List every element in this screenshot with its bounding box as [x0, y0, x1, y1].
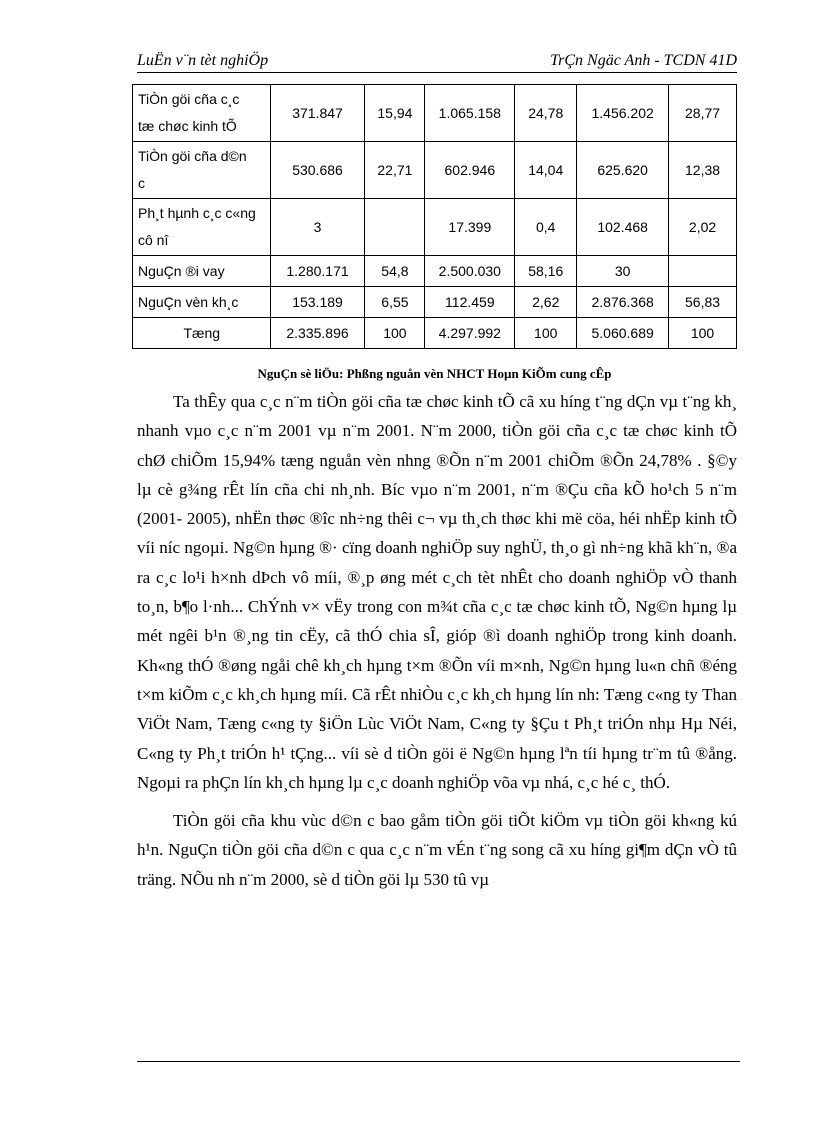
row-label — [133, 287, 271, 318]
header-author: TrÇn Ngäc Anh - TCDN 41D — [550, 52, 737, 69]
table-cell: 56,83 — [669, 287, 737, 318]
row-label — [133, 199, 271, 256]
table-cell: 5.060.689 — [577, 318, 669, 349]
paragraph: TiÒn göi cña khu vùc d©n c bao gåm tiÒn göi tiÕt kiÖm vµ tiÒn göi kh«ng kú h¹n. NguÇn tiÒn göi cña d©n c qua c¸c n¨m vÉn t¨ng song cã xu híng gi¶m dÇn vÒ tû träng. NÕu nh n¨m 2000, sè d tiÒn göi lµ 530 tû vµ — [137, 811, 737, 889]
table-cell: 14,04 — [515, 142, 577, 199]
body-text — [137, 387, 737, 903]
row-label — [133, 256, 271, 287]
row-label-line: c — [138, 175, 145, 191]
table-cell: 1.065.158 — [425, 85, 515, 142]
table-row — [133, 318, 737, 349]
table-row — [133, 287, 737, 318]
table-cell: 530.686 — [270, 142, 365, 199]
row-label — [133, 142, 271, 199]
table-cell: 22,71 — [365, 142, 425, 199]
table-cell: 30 — [577, 256, 669, 287]
row-label — [133, 85, 271, 142]
table-cell: 371.847 — [270, 85, 365, 142]
table-cell: 1.280.171 — [270, 256, 365, 287]
table-cell: 54,8 — [365, 256, 425, 287]
table-cell: 625.620 — [577, 142, 669, 199]
table-cell: 2.876.368 — [577, 287, 669, 318]
table-body — [133, 85, 737, 349]
row-label-line: NguÇn ®i vay — [138, 262, 225, 279]
table-row — [133, 256, 737, 287]
table-cell: 2,62 — [515, 287, 577, 318]
row-label-line: Tæng — [183, 324, 221, 341]
table-cell: 2,02 — [669, 199, 737, 256]
table-cell: 100 — [365, 318, 425, 349]
row-label-line: TiÒn göi cña c¸c — [138, 91, 240, 107]
table-cell: 58,16 — [515, 256, 577, 287]
table-cell: 602.946 — [425, 142, 515, 199]
table-cell — [669, 256, 737, 287]
page-header — [137, 50, 737, 73]
table-cell: 3 — [270, 199, 365, 256]
row-label-line: tæ chøc kinh tÕ — [138, 118, 237, 134]
row-label-line: TiÒn göi cña d©n — [138, 148, 247, 164]
row-label-line: cô nî — [138, 232, 169, 248]
row-label-line: NguÇn vèn kh¸c — [138, 293, 239, 310]
table-cell: 112.459 — [425, 287, 515, 318]
table-row — [133, 142, 737, 199]
table-cell: 12,38 — [669, 142, 737, 199]
table-source-caption: NguÇn sè liÖu: Phßng nguån vèn NHCT Hoµn KiÕm cung cÊp — [257, 366, 612, 381]
table-cell: 100 — [515, 318, 577, 349]
table-cell: 4.297.992 — [425, 318, 515, 349]
table-cell: 100 — [669, 318, 737, 349]
table-cell: 2.500.030 — [425, 256, 515, 287]
table-cell: 24,78 — [515, 85, 577, 142]
table-cell: 1.456.202 — [577, 85, 669, 142]
row-label — [133, 318, 271, 349]
row-label-line: Ph¸t hµnh c¸c c«ng — [138, 205, 256, 221]
table-row — [133, 199, 737, 256]
funding-source-table — [132, 84, 737, 349]
table-cell: 153.189 — [270, 287, 365, 318]
table-cell: 28,77 — [669, 85, 737, 142]
paragraph: Ta thÊy qua c¸c n¨m tiÒn göi cña tæ chøc kinh tÕ cã xu híng t¨ng dÇn vµ t¨ng kh¸ nhanh vµo c¸c n¨m 2001 vµ n¨m 2001. N¨m 2000, tiÒn göi cña c¸c tæ chøc kinh tÕ chØ chiÕm 15,94% tæng nguån vèn nhng ®Õn n¨m 2001 chiÕm ®Õn 24,78% . §©y lµ cè g¾ng rÊt lín cña chi nh¸nh. Bíc vµo n¨m 2001, n¨m ®Çu cña kÕ ho¹ch 5 n¨m (2001- 2005), nhËn thøc ®îc nh÷ng thêi c¬ vµ th¸ch thøc khi më cöa, héi nhËp kinh tÕ víi níc ngoµi. Ng©n hµng ®· cïng doanh nghiÖp suy nghÜ, th¸o gì nh÷ng khã kh¨n, ®a ra c¸c lo¹i h×nh dÞch vô míi, ®¸p øng mét c¸ch tèt nhÊt cho doanh nghiÖp vÒ thanh to¸n, b¶o l·nh... ChÝnh v× vËy trong con m¾t cña c¸c tæ chøc kinh tÕ, Ng©n hµng lµ mét ngêi b¹n ®¸ng tin cËy, cã thÓ chia sÎ, gióp ®ì doanh nghiÖp trong kinh doanh. Kh«ng thÓ ®øng ngåi chê kh¸ch hµng t×m ®Õn víi m×nh, Ng©n hµng lu«n chñ ®éng t×m kiÕm c¸c kh¸ch hµng míi. Cã rÊt nhiÒu c¸c kh¸ch hµng lín nh: Tæng c«ng ty Than ViÖt Nam, Tæng c«ng ty §iÖn Lùc ViÖt Nam, C«ng ty §Çu t Ph¸t triÓn nhµ Hµ Néi, C«ng ty Ph¸t triÓn h¹ tÇng... víi sè d tiÒn göi ë Ng©n hµng lªn tíi hµng tr¨m tû ®ång. Ngoµi ra phÇn lín kh¸ch hµng lµ c¸c doanh nghiÖp võa vµ nhá, c¸c hé c¸ thÓ. — [137, 392, 737, 792]
table-cell: 6,55 — [365, 287, 425, 318]
table-cell: 102.468 — [577, 199, 669, 256]
table-cell — [365, 199, 425, 256]
footer-rule — [137, 1061, 740, 1062]
table-cell: 2.335.896 — [270, 318, 365, 349]
table-cell: 0,4 — [515, 199, 577, 256]
table-row — [133, 85, 737, 142]
table-cell: 17.399 — [425, 199, 515, 256]
header-thesis-title: LuËn v¨n tèt nghiÖp — [137, 52, 269, 69]
table-cell: 15,94 — [365, 85, 425, 142]
